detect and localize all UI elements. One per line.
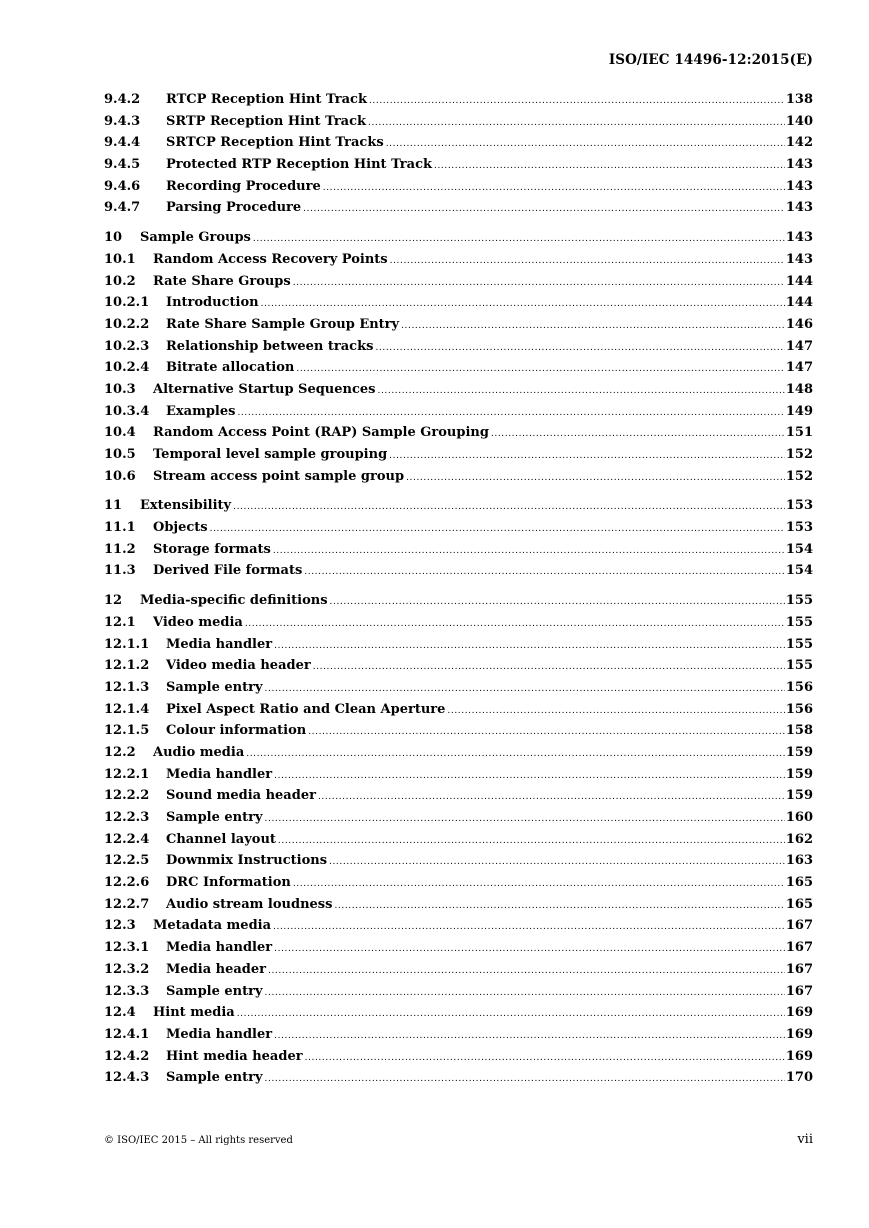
toc-entry-title[interactable]: Alternative Startup Sequences <box>153 381 376 397</box>
toc-entry-title[interactable]: Media header <box>166 961 266 977</box>
toc-entry-title[interactable]: Media-specific definitions <box>140 593 328 609</box>
toc-entry-number: 9.4.4 <box>104 135 141 151</box>
toc-entry[interactable] <box>104 612 813 634</box>
toc-entry[interactable] <box>104 677 813 699</box>
toc-entry-title[interactable]: Random Access Recovery Points <box>153 251 388 267</box>
table-of-contents <box>104 89 813 1089</box>
toc-entry-page[interactable]: 143 <box>785 200 813 216</box>
toc-dot-leader <box>293 874 785 896</box>
toc-dot-leader <box>296 359 784 381</box>
toc-entry-page[interactable]: 159 <box>785 766 813 782</box>
toc-entry[interactable] <box>104 357 813 379</box>
toc-entry-page[interactable]: 156 <box>785 679 813 695</box>
toc-dot-leader <box>318 787 785 809</box>
toc-entry-number: 12.1.2 <box>104 658 150 674</box>
toc-entry-number: 12.2.5 <box>104 853 150 869</box>
toc-entry[interactable] <box>104 271 813 293</box>
toc-dot-leader <box>261 294 785 316</box>
toc-entry-page[interactable]: 144 <box>785 273 813 289</box>
toc-entry-number: 10.3.4 <box>104 403 150 419</box>
toc-dot-leader <box>245 614 785 636</box>
toc-entry-number: 10.2.2 <box>104 316 150 332</box>
toc-entry[interactable] <box>104 915 813 937</box>
toc-dot-leader <box>375 338 784 360</box>
toc-entry-title[interactable]: Colour information <box>166 723 307 739</box>
toc-entry-number: 10.5 <box>104 447 136 462</box>
toc-entry-page[interactable]: 143 <box>785 230 813 246</box>
toc-entry[interactable] <box>104 444 813 466</box>
toc-entry[interactable] <box>104 1002 813 1024</box>
toc-dot-leader <box>406 468 785 490</box>
toc-entry-title[interactable]: Rate Share Groups <box>153 273 291 289</box>
toc-entry-number: 10.3 <box>104 381 136 397</box>
toc-entry-page[interactable]: 152 <box>785 468 813 484</box>
toc-entry-page[interactable]: 144 <box>785 295 813 311</box>
toc-entry-page[interactable]: 167 <box>785 940 813 956</box>
toc-entry[interactable] <box>104 401 813 423</box>
toc-entry-page[interactable]: 156 <box>785 701 813 717</box>
toc-entry-title[interactable]: Sound media header <box>166 788 316 804</box>
toc-entry-page[interactable]: 138 <box>785 92 813 107</box>
toc-dot-leader <box>274 939 785 961</box>
toc-entry-title[interactable]: Sample Groups <box>140 230 251 246</box>
toc-dot-leader <box>265 1069 785 1091</box>
toc-dot-leader <box>265 679 785 701</box>
toc-entry-title[interactable]: Recording Procedure <box>166 178 321 194</box>
document-id-header: ISO/IEC 14496-12:2015(E) <box>608 52 813 68</box>
toc-entry-title[interactable]: DRC Information <box>166 875 291 891</box>
toc-dot-leader <box>265 809 785 831</box>
toc-entry[interactable] <box>104 539 813 561</box>
toc-entry-number: 11 <box>104 498 123 514</box>
toc-entry[interactable] <box>104 894 813 916</box>
toc-dot-leader <box>237 403 784 425</box>
toc-entry-title[interactable]: Media handler <box>166 636 273 652</box>
toc-entry[interactable] <box>104 850 813 872</box>
toc-dot-leader <box>329 852 785 874</box>
toc-dot-leader <box>330 592 785 614</box>
toc-entry-title[interactable]: Hint media header <box>166 1048 303 1064</box>
toc-entry-title[interactable]: Parsing Procedure <box>166 200 302 216</box>
toc-dot-leader <box>313 657 785 679</box>
toc-entry-page[interactable]: 155 <box>785 593 813 609</box>
toc-dot-leader <box>386 134 785 156</box>
toc-entry[interactable] <box>104 959 813 981</box>
toc-entry-title[interactable]: Sample entry <box>166 810 263 825</box>
toc-entry[interactable] <box>104 379 813 401</box>
toc-entry-title[interactable]: Sample entry <box>166 983 263 999</box>
toc-entry-number: 12.1.1 <box>104 636 150 652</box>
toc-entry-page[interactable]: 167 <box>785 918 813 934</box>
toc-entry-page[interactable]: 158 <box>785 723 813 739</box>
toc-entry[interactable] <box>104 197 813 219</box>
toc-dot-leader <box>308 722 785 744</box>
toc-entry-page[interactable]: 165 <box>785 896 813 912</box>
toc-entry-title[interactable]: SRTCP Reception Hint Tracks <box>166 135 384 151</box>
toc-entry-number: 12.2 <box>104 744 136 760</box>
toc-dot-leader <box>323 178 785 200</box>
toc-dot-leader <box>273 541 785 563</box>
toc-entry-page[interactable]: 159 <box>785 788 813 804</box>
toc-entry-title[interactable]: Sample entry <box>166 679 263 695</box>
toc-entry-title[interactable]: Media handler <box>166 940 273 956</box>
toc-entry-title[interactable]: Sample entry <box>166 1070 263 1086</box>
toc-entry-number: 9.4.2 <box>104 92 141 107</box>
toc-entry-number: 12.4 <box>104 1005 136 1021</box>
toc-dot-leader <box>447 701 784 723</box>
toc-entry-title[interactable]: Media handler <box>166 1026 273 1042</box>
toc-entry-number: 12.3.3 <box>104 983 150 999</box>
toc-dot-leader <box>303 199 785 221</box>
toc-entry-number: 12.1.3 <box>104 679 150 695</box>
toc-entry-number: 12.4.1 <box>104 1026 150 1042</box>
toc-entry-number: 12.1 <box>104 614 136 630</box>
toc-entry-number: 12.2.1 <box>104 766 150 782</box>
toc-entry-title[interactable]: Derived File formats <box>153 563 303 579</box>
toc-entry[interactable] <box>104 1024 813 1046</box>
toc-dot-leader <box>293 273 785 295</box>
toc-entry-page[interactable]: 147 <box>785 338 813 354</box>
toc-entry[interactable] <box>104 466 813 488</box>
toc-dot-leader <box>268 961 785 983</box>
toc-entry[interactable] <box>104 829 813 851</box>
toc-entry-page[interactable]: 163 <box>785 853 813 869</box>
toc-dot-leader <box>246 744 785 766</box>
toc-entry[interactable] <box>104 785 813 807</box>
toc-dot-leader <box>401 316 785 338</box>
toc-dot-leader <box>274 636 785 658</box>
toc-entry-title[interactable]: Downmix Instructions <box>166 853 328 869</box>
toc-dot-leader <box>334 896 784 918</box>
toc-entry[interactable] <box>104 176 813 198</box>
toc-entry-title[interactable]: Introduction <box>166 295 259 311</box>
toc-entry-page[interactable]: 146 <box>785 316 813 332</box>
toc-entry-number: 12.1.5 <box>104 723 150 739</box>
toc-entry-number: 9.4.7 <box>104 200 141 216</box>
toc-entry[interactable] <box>104 937 813 959</box>
toc-entry[interactable] <box>104 872 813 894</box>
toc-entry-page[interactable]: 143 <box>785 178 813 194</box>
toc-entry-number: 9.4.3 <box>104 113 141 129</box>
toc-entry-page[interactable]: 148 <box>785 381 813 397</box>
toc-entry-page[interactable]: 143 <box>785 157 813 173</box>
toc-entry-number: 12.4.2 <box>104 1048 150 1064</box>
toc-entry[interactable] <box>104 1067 813 1089</box>
toc-entry-number: 10.6 <box>104 468 136 484</box>
toc-entry[interactable] <box>104 227 813 249</box>
toc-dot-leader <box>210 519 785 541</box>
toc-entry-page[interactable]: 170 <box>785 1070 813 1086</box>
toc-entry-number: 11.3 <box>104 563 136 579</box>
toc-entry-title[interactable]: Video media <box>153 614 243 630</box>
toc-dot-leader <box>305 1048 785 1070</box>
toc-entry[interactable] <box>104 89 813 111</box>
toc-dot-leader <box>265 983 785 1005</box>
toc-entry-number: 10 <box>104 230 123 246</box>
toc-entry-page[interactable]: 155 <box>785 636 813 652</box>
toc-entry[interactable] <box>104 314 813 336</box>
toc-entry-number: 10.2.3 <box>104 338 150 354</box>
toc-dot-leader <box>390 251 785 273</box>
toc-dot-leader <box>378 381 785 403</box>
toc-entry-page[interactable]: 167 <box>785 983 813 999</box>
toc-entry-page[interactable]: 153 <box>785 520 813 536</box>
toc-entry[interactable] <box>104 154 813 176</box>
toc-entry-title[interactable]: Bitrate allocation <box>166 360 295 376</box>
toc-entry[interactable] <box>104 517 813 539</box>
toc-entry-number: 9.4.5 <box>104 157 141 173</box>
toc-entry[interactable] <box>104 560 813 582</box>
toc-entry-title[interactable]: Pixel Aspect Ratio and Clean Aperture <box>166 701 446 717</box>
copyright-notice: © ISO/IEC 2015 – All rights reserved <box>104 1135 293 1146</box>
toc-dot-leader <box>237 1004 785 1026</box>
toc-entry-page[interactable]: 143 <box>785 251 813 267</box>
toc-entry[interactable] <box>104 720 813 742</box>
toc-entry[interactable] <box>104 807 813 829</box>
toc-entry-page[interactable]: 169 <box>785 1048 813 1064</box>
toc-dot-leader <box>491 424 785 446</box>
toc-entry-title[interactable]: Protected RTP Reception Hint Track <box>166 157 432 173</box>
toc-dot-leader <box>368 113 785 135</box>
toc-entry[interactable] <box>104 132 813 154</box>
toc-entry-page[interactable]: 152 <box>785 447 813 462</box>
toc-entry[interactable] <box>104 699 813 721</box>
toc-entry[interactable] <box>104 422 813 444</box>
toc-entry-page[interactable]: 147 <box>785 360 813 376</box>
toc-dot-leader <box>389 446 785 468</box>
toc-entry-number: 10.2.1 <box>104 295 150 311</box>
toc-entry[interactable] <box>104 655 813 677</box>
toc-entry-title[interactable]: Media handler <box>166 766 273 782</box>
toc-entry-page[interactable]: 155 <box>785 614 813 630</box>
toc-entry-title[interactable]: Stream access point sample group <box>153 468 405 484</box>
toc-entry-number: 10.4 <box>104 425 136 441</box>
toc-dot-leader <box>253 229 785 251</box>
toc-entry[interactable] <box>104 742 813 764</box>
toc-entry-title[interactable]: Storage formats <box>153 541 271 557</box>
toc-entry-number: 12.3 <box>104 918 136 934</box>
toc-entry-page[interactable]: 151 <box>785 425 813 441</box>
toc-entry-number: 10.2 <box>104 273 136 289</box>
toc-entry-number: 12.2.7 <box>104 896 150 912</box>
toc-entry-title[interactable]: SRTP Reception Hint Track <box>166 113 367 129</box>
toc-entry-page[interactable]: 154 <box>785 541 813 557</box>
toc-entry-title[interactable]: Channel layout <box>166 831 276 847</box>
toc-entry-page[interactable]: 167 <box>785 961 813 977</box>
toc-entry-number: 11.2 <box>104 541 136 557</box>
toc-dot-leader <box>434 156 785 178</box>
toc-entry-title[interactable]: Audio media <box>153 744 245 760</box>
toc-entry-page[interactable]: 140 <box>785 113 813 129</box>
toc-entry[interactable] <box>104 764 813 786</box>
toc-entry[interactable] <box>104 292 813 314</box>
toc-entry-title[interactable]: Temporal level sample grouping <box>153 447 388 462</box>
toc-entry-title[interactable]: Random Access Point (RAP) Sample Grouping <box>153 425 489 441</box>
toc-entry[interactable] <box>104 590 813 612</box>
toc-entry-page[interactable]: 149 <box>785 403 813 419</box>
toc-entry-title[interactable]: Audio stream loudness <box>166 896 333 912</box>
toc-entry-page[interactable]: 142 <box>785 135 813 151</box>
toc-entry-number: 10.2.4 <box>104 360 150 376</box>
toc-entry-number: 12.2.6 <box>104 875 150 891</box>
toc-entry-number: 12 <box>104 593 123 609</box>
toc-entry-page[interactable]: 165 <box>785 875 813 891</box>
toc-entry-title[interactable]: RTCP Reception Hint Track <box>166 92 367 107</box>
toc-entry-number: 12.1.4 <box>104 701 150 717</box>
toc-entry-title[interactable]: Hint media <box>153 1005 235 1021</box>
toc-dot-leader <box>273 917 785 939</box>
toc-entry-number: 12.3.2 <box>104 961 150 977</box>
toc-entry-title[interactable]: Metadata media <box>153 918 272 934</box>
toc-entry-page[interactable]: 154 <box>785 563 813 579</box>
toc-dot-leader <box>278 831 785 853</box>
toc-entry-title[interactable]: Objects <box>153 520 208 536</box>
toc-dot-leader <box>369 91 785 113</box>
toc-entry-title[interactable]: Video media header <box>166 658 311 674</box>
toc-entry-number: 9.4.6 <box>104 178 141 194</box>
toc-entry-page[interactable]: 155 <box>785 658 813 674</box>
toc-entry[interactable] <box>104 1046 813 1068</box>
toc-entry-title[interactable]: Examples <box>166 403 236 419</box>
toc-dot-leader <box>274 766 785 788</box>
toc-entry-page[interactable]: 160 <box>785 810 813 825</box>
toc-entry-number: 12.3.1 <box>104 940 150 956</box>
toc-entry-number: 12.2.4 <box>104 831 150 847</box>
toc-entry[interactable] <box>104 634 813 656</box>
toc-dot-leader <box>233 497 785 519</box>
toc-entry-title[interactable]: Rate Share Sample Group Entry <box>166 316 400 332</box>
toc-dot-leader <box>274 1026 785 1048</box>
toc-dot-leader <box>304 562 785 584</box>
toc-entry[interactable] <box>104 249 813 271</box>
toc-entry-number: 11.1 <box>104 520 136 536</box>
toc-entry-page[interactable]: 162 <box>785 831 813 847</box>
toc-entry-page[interactable]: 169 <box>785 1005 813 1021</box>
toc-entry-number: 12.2.3 <box>104 810 150 825</box>
toc-entry-number: 12.2.2 <box>104 788 150 804</box>
toc-entry-title[interactable]: Extensibility <box>140 498 232 514</box>
toc-entry-page[interactable]: 169 <box>785 1026 813 1042</box>
toc-entry[interactable] <box>104 336 813 358</box>
toc-entry[interactable] <box>104 981 813 1003</box>
toc-entry-number: 12.4.3 <box>104 1070 150 1086</box>
toc-entry-title[interactable]: Relationship between tracks <box>166 338 374 354</box>
toc-entry[interactable] <box>104 495 813 517</box>
page-number: vii <box>797 1132 813 1147</box>
toc-entry-page[interactable]: 153 <box>785 498 813 514</box>
toc-entry-page[interactable]: 159 <box>785 744 813 760</box>
toc-entry-number: 10.1 <box>104 251 136 267</box>
toc-entry[interactable] <box>104 111 813 133</box>
